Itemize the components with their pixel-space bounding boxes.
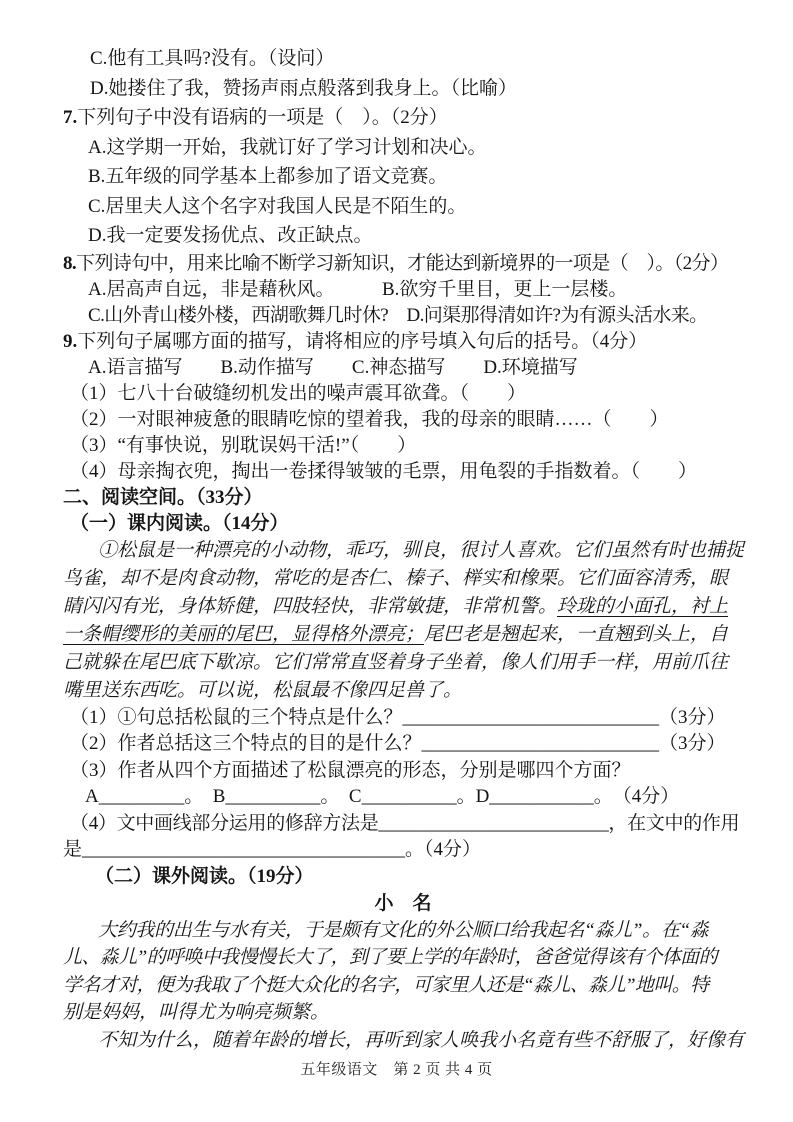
subquestion-1: （1）①句总括松鼠的三个特点是什么？___________________________（3分）	[70, 706, 726, 728]
question-9-title: 下列句子属哪方面的描写，请将相应的序号填入句后的括号。（4分）	[77, 330, 648, 352]
story-line: 别是妈妈，叫得尤为响亮频繁。	[63, 1002, 330, 1023]
story-line: 大约我的出生与水有关，于是颇有文化的外公顺口给我起名“淼儿”。在“淼	[98, 919, 709, 941]
question-7-title: 下列句子中没有语病的一项是（ ）。（2分）	[77, 107, 448, 128]
passage-line: 鸟雀，却不是肉食动物，常吃的是杏仁、榛子、榉实和橡栗。它们面容清秀，眼	[63, 567, 729, 589]
underlined-text: 玲珑的小面孔，衬上	[557, 595, 729, 617]
question-9-type-options: A.语言描写 B.动作描写 C.神态描写 D.环境描写	[88, 356, 578, 378]
prelude-and-question-7	[63, 44, 743, 251]
section-2-heading: 二、阅读空间。（33分）	[63, 486, 263, 508]
passage-line	[63, 621, 743, 649]
subquestion-4-line-2: 是__________________________________。（4分）	[63, 839, 482, 860]
story-title: 小 名	[374, 892, 432, 914]
page-footer: 五年级语文 第 2 页 共 4 页	[300, 1062, 493, 1078]
question-9-number: 9.	[63, 330, 78, 352]
question-9	[63, 329, 743, 355]
part-1-heading: （一）课内阅读。（14分）	[70, 512, 289, 534]
passage-subquestions	[63, 705, 743, 864]
part-2-heading: （二）课外阅读。（19分）	[95, 865, 314, 887]
passage-text: 睛闪闪有光，身体矫健，四肢轻快，非常敏捷，非常机警。	[63, 595, 558, 617]
subquestion-3: （3）作者从四个方面描述了松鼠漂亮的形态，分别是哪四个方面？	[70, 759, 631, 781]
subquestion-3-answer-blanks: A_________。 B__________。 C__________。D___________。 （4分）	[85, 786, 680, 807]
choice-line-d: D.她搂住了我，赞扬声雨点般落到我身上。（比喻）	[90, 77, 517, 99]
subquestion-4-line-1: （4）文中画线部分运用的修辞方法是_________________________，在文中的作用	[70, 812, 740, 834]
question-9-item-4: （4）母亲掏衣兜，掏出一卷揉得皱皱的毛票，用龟裂的手指数着。（ ）	[70, 460, 698, 482]
passage-text: 尾巴老是翘起来，一直翘到头上，自	[424, 623, 729, 645]
passage-line: ①松鼠是一种漂亮的小动物，乖巧，驯良，很讨人喜欢。它们虽然有时也捕捉	[98, 539, 745, 561]
questions-8-9	[63, 251, 743, 485]
underlined-text: 一条帽缨形的美丽的尾巴，显得格外漂亮；	[63, 623, 425, 645]
story-line: 学名才对，便为我取了个挺大众化的名字，可家里人还是“淼儿、淼儿”地叫。特	[63, 974, 709, 996]
question-9-item-3: （3）“有事快说，别耽误妈干活!”（ ）	[70, 434, 417, 456]
question-7-option-c: C.居里夫人这个名字对我国人民是不陌生的。	[88, 195, 467, 217]
question-7-option-a: A.这学期一开始，我就订好了学习计划和决心。	[88, 136, 487, 158]
story-line: 儿、淼儿”的呼唤中我慢慢长大了，到了要上学的年龄时，爸爸觉得该有个体面的	[63, 947, 717, 968]
passage-line: 己就躲在尾巴底下歇凉。它们常常直竖着身子坐着，像人们用手一样，用前爪往	[63, 651, 729, 673]
question-8-options-cd: C.山外青山楼外楼，西湖歌舞几时休? D.问渠那得清如许?为有源头活水来。	[88, 304, 708, 326]
question-9-item-1: （1）七八十台破缝纫机发出的噪声震耳欲聋。（ ）	[70, 382, 527, 404]
question-8-number: 8.	[63, 252, 77, 274]
reading-passage-xiaoming	[63, 917, 743, 1055]
question-7-number: 7.	[63, 107, 78, 128]
passage-line: 嘴里送东西吃。可以说，松鼠最不像四足兽了。	[63, 679, 463, 701]
question-9-item-2: （2）一对眼神疲惫的眼睛吃惊的望着我，我的母亲的眼睛……（ ）	[70, 408, 669, 430]
passage-line	[63, 593, 743, 621]
reading-passage-squirrel	[63, 537, 743, 705]
story-line: 不知为什么，随着年龄的增长，再听到家人唤我小名竟有些不舒服了，好像有	[98, 1029, 745, 1051]
question-7-option-d: D.我一定要发扬优点、改正缺点。	[88, 225, 373, 246]
choice-line-c: C.他有工具吗?没有。（设问）	[90, 48, 335, 69]
question-7	[63, 103, 743, 133]
exam-content	[63, 44, 743, 1054]
question-7-option-b: B.五年级的同学基本上都参加了语文竞赛。	[88, 166, 448, 187]
subquestion-2: （2）作者总括这三个特点的目的是什么？_________________________（3分）	[70, 733, 726, 754]
question-8-title: 下列诗句中，用来比喻不断学习新知识，才能达到新境界的一项是（ ）。（2分）	[76, 252, 729, 274]
question-8-options-ab: A.居高声自远，非是藉秋风。 B.欲穷千里目，更上一层楼。	[88, 278, 628, 300]
question-8	[63, 251, 743, 277]
